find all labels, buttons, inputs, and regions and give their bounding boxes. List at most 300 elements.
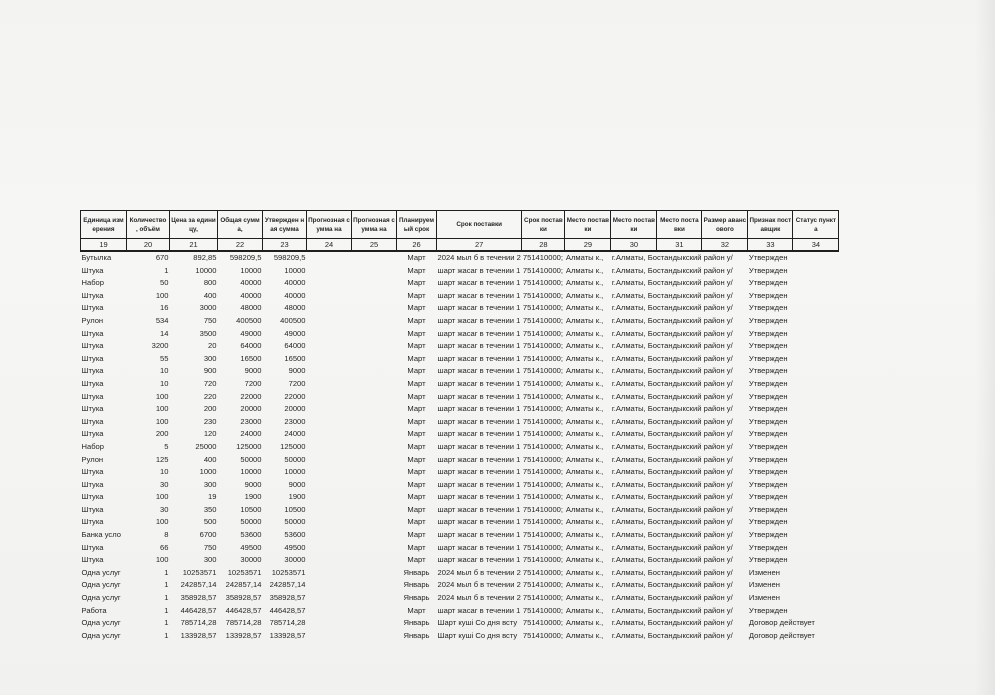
status-cell: Утвержден [748, 504, 788, 514]
term-cell: Март [407, 378, 426, 388]
approved-cell: 23000 [284, 416, 306, 426]
term-cell: Январь [403, 567, 430, 577]
empty-cell [352, 542, 397, 555]
status-cell: Утвержден [748, 303, 788, 313]
code-cell: 751410000; [522, 391, 564, 401]
address-cell: г.Алматы, Бостандыкский район у/ [611, 605, 733, 615]
total-cell: 125000 [236, 441, 262, 451]
total-cell: 49500 [240, 542, 262, 552]
unit-cell: Штука [81, 492, 104, 502]
code-cell: 751410000; [522, 328, 564, 338]
delivery-cell: 2024 мыл б в течении 2 [437, 593, 521, 603]
delivery-cell: шарт жасаг в течении 1 [437, 353, 521, 363]
total-cell: 10253571 [227, 567, 262, 577]
term-cell: Январь [403, 580, 430, 590]
address-cell: г.Алматы, Бостандыкский район у/ [611, 593, 733, 603]
place-cell: Алматы к., [565, 315, 604, 325]
quantity-cell: 100 [155, 290, 169, 300]
place-cell: Алматы к., [565, 328, 604, 338]
status-cell: Утвержден [748, 341, 788, 351]
quantity-cell: 125 [155, 454, 169, 464]
approved-cell: 1900 [288, 492, 306, 502]
address-cell: г.Алматы, Бостандыкский район у/ [611, 378, 733, 388]
empty-cell [352, 251, 397, 265]
empty-cell [307, 302, 352, 315]
status-cell: Утвержден [748, 278, 788, 288]
approved-cell: 7200 [288, 378, 306, 388]
address-cell: г.Алматы, Бостандыкский район у/ [611, 404, 733, 414]
column-number: 32 [702, 239, 748, 252]
price-cell: 350 [203, 504, 217, 514]
total-cell: 50000 [240, 454, 262, 464]
term-cell: Март [407, 404, 426, 414]
unit-cell: Штука [81, 555, 104, 565]
status-cell: Утвержден [748, 605, 788, 615]
approved-cell: 785714,28 [269, 618, 306, 628]
empty-cell [307, 592, 352, 605]
empty-cell [352, 340, 397, 353]
approved-cell: 400500 [280, 315, 306, 325]
address-cell: г.Алматы, Бостандыкский район у/ [611, 630, 733, 640]
status-cell: Утвержден [748, 416, 788, 426]
delivery-cell: шарт жасаг в течении 1 [437, 404, 521, 414]
address-cell: г.Алматы, Бостандыкский район у/ [611, 441, 733, 451]
code-cell: 751410000; [522, 253, 564, 262]
unit-cell: Одна услуг [81, 593, 121, 603]
price-cell: 900 [203, 366, 217, 376]
empty-cell [352, 567, 397, 580]
code-cell: 751410000; [522, 504, 564, 514]
address-cell: г.Алматы, Бостандыкский район у/ [611, 517, 733, 527]
address-cell: г.Алматы, Бостандыкский район у/ [611, 253, 733, 262]
column-number: 19 [81, 239, 127, 252]
status-cell: Утвержден [748, 378, 788, 388]
empty-cell [352, 479, 397, 492]
empty-cell [352, 617, 397, 630]
approved-cell: 20000 [284, 404, 306, 414]
total-cell: 23000 [240, 416, 262, 426]
column-header: Признак поставщик [748, 211, 793, 239]
quantity-cell: 1 [164, 618, 169, 628]
status-cell: Изменен [748, 580, 780, 590]
approved-cell: 40000 [284, 278, 306, 288]
empty-cell [307, 554, 352, 567]
table-row [81, 454, 839, 467]
status-cell: Утвержден [748, 454, 788, 464]
table-row [81, 504, 839, 517]
total-cell: 40000 [240, 278, 262, 288]
quantity-cell: 200 [155, 429, 169, 439]
empty-cell [352, 416, 397, 429]
delivery-cell: шарт жасаг в течении 1 [437, 278, 521, 288]
total-cell: 9000 [244, 366, 262, 376]
quantity-cell: 100 [155, 555, 169, 565]
table-row [81, 516, 839, 529]
quantity-cell: 1 [164, 605, 169, 615]
code-cell: 751410000; [522, 630, 564, 640]
empty-cell [352, 378, 397, 391]
table-row [81, 251, 839, 265]
code-cell: 751410000; [522, 290, 564, 300]
term-cell: Март [407, 303, 426, 313]
table-row [81, 479, 839, 492]
empty-cell [307, 516, 352, 529]
address-cell: г.Алматы, Бостандыкский район у/ [611, 454, 733, 464]
approved-cell: 9000 [288, 479, 306, 489]
empty-cell [307, 277, 352, 290]
address-cell: г.Алматы, Бостандыкский район у/ [611, 366, 733, 376]
term-cell: Март [407, 265, 426, 275]
code-cell: 751410000; [522, 479, 564, 489]
total-cell: 16500 [240, 353, 262, 363]
unit-cell: Штука [81, 467, 104, 477]
place-cell: Алматы к., [565, 517, 604, 527]
place-cell: Алматы к., [565, 278, 604, 288]
total-cell: 446428,57 [225, 605, 262, 615]
column-header: Место поставки [565, 211, 611, 239]
total-cell: 10000 [240, 467, 262, 477]
empty-cell [307, 328, 352, 341]
place-cell: Алматы к., [565, 542, 604, 552]
code-cell: 751410000; [522, 467, 564, 477]
term-cell: Март [407, 479, 426, 489]
price-cell: 230 [203, 416, 217, 426]
term-cell: Март [407, 555, 426, 565]
empty-cell [352, 365, 397, 378]
quantity-cell: 10 [160, 366, 169, 376]
price-cell: 300 [203, 555, 217, 565]
term-cell: Март [407, 416, 426, 426]
table-row [81, 328, 839, 341]
delivery-cell: шарт жасаг в течении 1 [437, 441, 521, 451]
table-row [81, 265, 839, 278]
empty-cell [307, 315, 352, 328]
empty-cell [307, 378, 352, 391]
unit-cell: Набор [81, 278, 105, 288]
unit-cell: Штука [81, 328, 104, 338]
price-cell: 133928,57 [180, 630, 217, 640]
empty-cell [352, 516, 397, 529]
address-cell: г.Алматы, Бостандыкский район у/ [611, 555, 733, 565]
price-cell: 300 [203, 353, 217, 363]
quantity-cell: 3200 [151, 341, 169, 351]
table-row [81, 315, 839, 328]
quantity-cell: 100 [155, 404, 169, 414]
table-row [81, 554, 839, 567]
table-row [81, 579, 839, 592]
approved-cell: 30000 [284, 555, 306, 565]
column-number: 24 [307, 239, 352, 252]
approved-cell: 10253571 [271, 567, 306, 577]
term-cell: Март [407, 441, 426, 451]
table-row [81, 567, 839, 580]
table-row [81, 491, 839, 504]
unit-cell: Штука [81, 504, 104, 514]
empty-cell [352, 265, 397, 278]
empty-cell [352, 315, 397, 328]
column-header: Прогнозная сумма на [352, 211, 397, 239]
table-row [81, 630, 839, 643]
empty-cell [352, 277, 397, 290]
unit-cell: Штука [81, 429, 104, 439]
empty-cell [307, 340, 352, 353]
table-row [81, 529, 839, 542]
table-row [81, 302, 839, 315]
term-cell: Март [407, 467, 426, 477]
quantity-cell: 100 [155, 416, 169, 426]
procurement-table [80, 210, 839, 642]
column-header: Прогнозная сумма на [307, 211, 352, 239]
table-row [81, 542, 839, 555]
quantity-cell: 100 [155, 391, 169, 401]
empty-cell [352, 328, 397, 341]
total-cell: 9000 [244, 479, 262, 489]
status-cell: Утвержден [748, 366, 788, 376]
delivery-cell: шарт жасаг в течении 1 [437, 341, 521, 351]
unit-cell: Штука [81, 479, 104, 489]
column-header: Единица измерения [81, 211, 127, 239]
price-cell: 785714,28 [180, 618, 217, 628]
column-number: 21 [170, 239, 218, 252]
quantity-cell: 1 [164, 580, 169, 590]
status-cell: Утвержден [748, 315, 788, 325]
empty-cell [307, 251, 352, 265]
status-cell: Утвержден [748, 555, 788, 565]
empty-cell [352, 290, 397, 303]
total-cell: 40000 [240, 290, 262, 300]
column-number: 29 [565, 239, 611, 252]
approved-cell: 125000 [280, 441, 306, 451]
price-cell: 400 [203, 290, 217, 300]
approved-cell: 598209,5 [273, 253, 306, 262]
column-header: Цена за единицу, [170, 211, 218, 239]
address-cell: г.Алматы, Бостандыкский район у/ [611, 315, 733, 325]
empty-cell [352, 454, 397, 467]
term-cell: Март [407, 328, 426, 338]
total-cell: 1900 [244, 492, 262, 502]
place-cell: Алматы к., [565, 618, 604, 628]
term-cell: Март [407, 429, 426, 439]
delivery-cell: шарт жасаг в течении 1 [437, 366, 521, 376]
status-cell: Утвержден [748, 328, 788, 338]
unit-cell: Штука [81, 290, 104, 300]
total-cell: 7200 [244, 378, 262, 388]
empty-cell [307, 466, 352, 479]
quantity-cell: 14 [160, 328, 169, 338]
price-cell: 750 [203, 542, 217, 552]
empty-cell [352, 353, 397, 366]
total-cell: 133928,57 [225, 630, 262, 640]
page-edge-shadow [975, 0, 995, 695]
quantity-cell: 30 [160, 504, 169, 514]
empty-cell [307, 605, 352, 618]
place-cell: Алматы к., [565, 341, 604, 351]
quantity-cell: 50 [160, 278, 169, 288]
empty-cell [352, 466, 397, 479]
delivery-cell: шарт жасаг в течении 1 [437, 378, 521, 388]
total-cell: 358928,57 [225, 593, 262, 603]
empty-cell [307, 542, 352, 555]
column-header: Количество , объём [127, 211, 170, 239]
empty-cell [352, 302, 397, 315]
status-cell: Утвержден [748, 542, 788, 552]
column-number: 31 [657, 239, 702, 252]
approved-cell: 49000 [284, 328, 306, 338]
price-cell: 1000 [199, 467, 217, 477]
term-cell: Март [407, 341, 426, 351]
code-cell: 751410000; [522, 517, 564, 527]
address-cell: г.Алматы, Бостандыкский район у/ [611, 391, 733, 401]
place-cell: Алматы к., [565, 593, 604, 603]
code-cell: 751410000; [522, 353, 564, 363]
column-number: 25 [352, 239, 397, 252]
column-number: 20 [127, 239, 170, 252]
delivery-cell: шарт жасаг в течении 1 [437, 290, 521, 300]
approved-cell: 10500 [284, 504, 306, 514]
status-cell: Утвержден [748, 353, 788, 363]
code-cell: 751410000; [522, 530, 564, 540]
column-number: 26 [397, 239, 437, 252]
total-cell: 49000 [240, 328, 262, 338]
approved-cell: 24000 [284, 429, 306, 439]
empty-cell [307, 454, 352, 467]
term-cell: Январь [403, 593, 430, 603]
unit-cell: Штука [81, 517, 104, 527]
empty-cell [307, 479, 352, 492]
place-cell: Алматы к., [565, 265, 604, 275]
delivery-cell: шарт жасаг в течении 1 [437, 467, 521, 477]
empty-cell [307, 617, 352, 630]
quantity-cell: 30 [160, 479, 169, 489]
price-cell: 19 [208, 492, 217, 502]
unit-cell: Работа [81, 605, 107, 615]
term-cell: Март [407, 504, 426, 514]
empty-cell [307, 441, 352, 454]
code-cell: 751410000; [522, 416, 564, 426]
delivery-cell: 2024 мыл б в течении 2 [437, 580, 521, 590]
code-cell: 751410000; [522, 580, 564, 590]
unit-cell: Штука [81, 542, 104, 552]
place-cell: Алматы к., [565, 416, 604, 426]
price-cell: 446428,57 [180, 605, 217, 615]
status-cell: Утвержден [748, 492, 788, 502]
address-cell: г.Алматы, Бостандыкский район у/ [611, 341, 733, 351]
column-number: 30 [611, 239, 657, 252]
price-cell: 10253571 [182, 567, 217, 577]
code-cell: 751410000; [522, 429, 564, 439]
column-number: 34 [793, 239, 839, 252]
total-cell: 22000 [240, 391, 262, 401]
column-header: Планируем ый срок [397, 211, 437, 239]
delivery-cell: шарт жасаг в течении 1 [437, 303, 521, 313]
address-cell: г.Алматы, Бостандыкский район у/ [611, 567, 733, 577]
column-header: Место поставки [657, 211, 702, 239]
empty-cell [352, 605, 397, 618]
total-cell: 400500 [236, 315, 262, 325]
status-cell: Утвержден [748, 530, 788, 540]
quantity-cell: 10 [160, 467, 169, 477]
empty-cell [352, 491, 397, 504]
term-cell: Март [407, 290, 426, 300]
total-cell: 50000 [240, 517, 262, 527]
column-header: Размер авансового [702, 211, 748, 239]
unit-cell: Рулон [81, 315, 104, 325]
price-cell: 10000 [195, 265, 217, 275]
approved-cell: 10000 [284, 467, 306, 477]
place-cell: Алматы к., [565, 630, 604, 640]
status-cell: Изменен [748, 593, 780, 603]
address-cell: г.Алматы, Бостандыкский район у/ [611, 492, 733, 502]
unit-cell: Штука [81, 416, 104, 426]
approved-cell: 22000 [284, 391, 306, 401]
total-cell: 242857,14 [225, 580, 262, 590]
empty-cell [307, 416, 352, 429]
quantity-cell: 534 [155, 315, 169, 325]
delivery-cell: шарт жасаг в течении 1 [437, 542, 521, 552]
place-cell: Алматы к., [565, 504, 604, 514]
quantity-cell: 100 [155, 492, 169, 502]
empty-cell [352, 403, 397, 416]
column-header: Срок поставки [522, 211, 565, 239]
quantity-cell: 8 [164, 530, 169, 540]
price-cell: 358928,57 [180, 593, 217, 603]
column-header: Статус пункта [793, 211, 839, 239]
total-cell: 20000 [240, 404, 262, 414]
empty-cell [307, 491, 352, 504]
empty-cell [307, 504, 352, 517]
address-cell: г.Алматы, Бостандыкский район у/ [611, 530, 733, 540]
delivery-cell: шарт жасаг в течении 1 [437, 315, 521, 325]
place-cell: Алматы к., [565, 378, 604, 388]
term-cell: Март [407, 542, 426, 552]
status-cell: Договор действует [748, 630, 815, 640]
header-row [81, 211, 839, 239]
price-cell: 220 [203, 391, 217, 401]
empty-cell [352, 579, 397, 592]
approved-cell: 358928,57 [269, 593, 306, 603]
address-cell: г.Алматы, Бостандыкский район у/ [611, 467, 733, 477]
place-cell: Алматы к., [565, 253, 604, 262]
column-number: 22 [218, 239, 263, 252]
total-cell: 48000 [240, 303, 262, 313]
place-cell: Алматы к., [565, 605, 604, 615]
term-cell: Март [407, 492, 426, 502]
delivery-cell: шарт жасаг в течении 1 [437, 391, 521, 401]
place-cell: Алматы к., [565, 366, 604, 376]
table-row [81, 277, 839, 290]
empty-cell [352, 529, 397, 542]
unit-cell: Бутылка [81, 253, 112, 262]
unit-cell: Рулон [81, 454, 104, 464]
price-cell: 6700 [199, 530, 217, 540]
status-cell: Утвержден [748, 517, 788, 527]
status-cell: Утвержден [748, 290, 788, 300]
empty-cell [352, 441, 397, 454]
table-body [81, 251, 839, 642]
price-cell: 200 [203, 404, 217, 414]
price-cell: 3000 [199, 303, 217, 313]
status-cell: Утвержден [748, 429, 788, 439]
place-cell: Алматы к., [565, 530, 604, 540]
place-cell: Алматы к., [565, 353, 604, 363]
address-cell: г.Алматы, Бостандыкский район у/ [611, 479, 733, 489]
approved-cell: 9000 [288, 366, 306, 376]
place-cell: Алматы к., [565, 454, 604, 464]
unit-cell: Одна услуг [81, 630, 121, 640]
code-cell: 751410000; [522, 567, 564, 577]
place-cell: Алматы к., [565, 441, 604, 451]
term-cell: Март [407, 366, 426, 376]
